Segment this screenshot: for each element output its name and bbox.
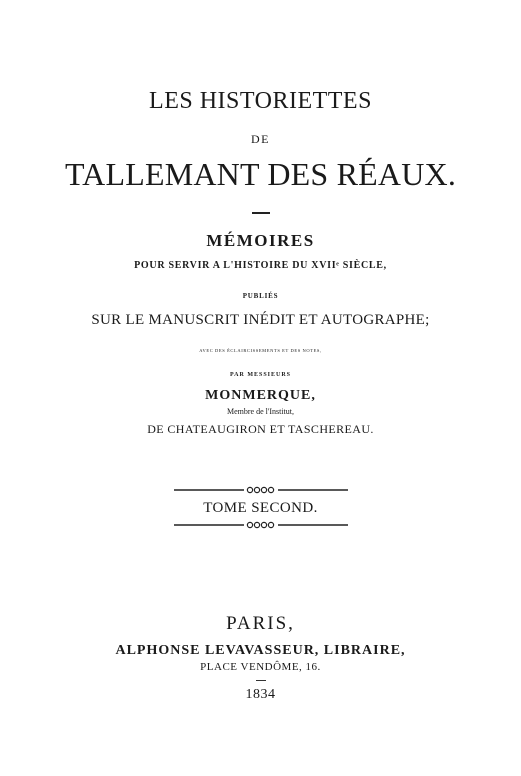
eclaircissements-line: AVEC DES ÉCLAIRCISSEMENTS ET DES NOTES, (199, 348, 322, 353)
imprint-year: 1834 (245, 687, 276, 702)
author-affiliation: Membre de l'Institut, (227, 407, 294, 416)
par-messieurs-line: PAR MESSIEURS (229, 372, 292, 378)
ornament-rule-bottom (172, 520, 350, 530)
pour-servir-line: POUR SERVIR A L'HISTOIRE DU XVIIᵉ SIÈCLE, (134, 260, 387, 271)
publies-line: PUBLIÉS (242, 292, 279, 300)
volume-label: TOME SECOND. (203, 500, 318, 516)
title-line-3: TALLEMANT DES RÉAUX. (64, 156, 457, 192)
imprint-publisher: ALPHONSE LEVAVASSEUR, LIBRAIRE, (115, 643, 406, 658)
imprint-address: PLACE VENDÔME, 16. (200, 661, 321, 673)
imprint-city: PARIS, (226, 613, 295, 634)
title-divider (252, 212, 270, 214)
manuscrit-line: SUR LE MANUSCRIT INÉDIT ET AUTOGRAPHE; (91, 312, 430, 328)
title-line-1: LES HISTORIETTES (149, 88, 372, 114)
ornament-rule-top (172, 485, 350, 495)
memoires-heading: MÉMOIRES (206, 231, 315, 250)
title-line-2: DE (251, 132, 270, 146)
author-monmerque: MONMERQUE, (205, 388, 316, 403)
imprint-divider (256, 680, 266, 681)
co-authors: DE CHATEAUGIRON ET TASCHEREAU. (147, 422, 374, 436)
